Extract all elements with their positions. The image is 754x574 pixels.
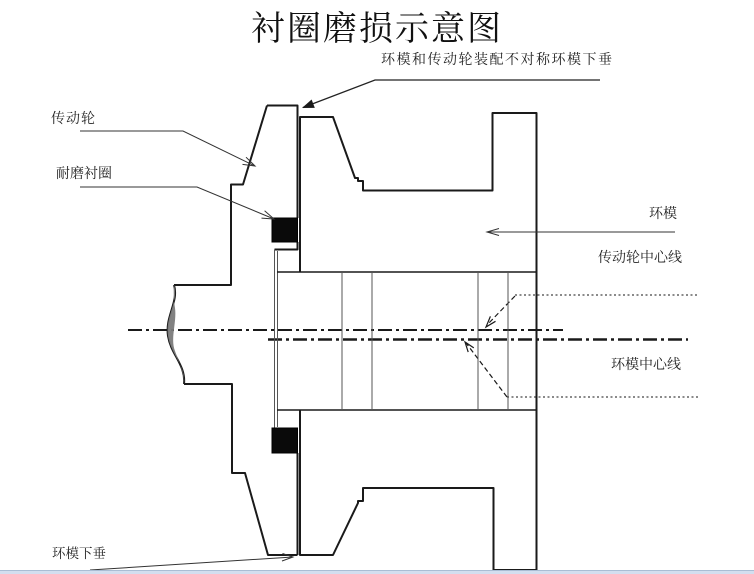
wear-liner-lower	[272, 428, 298, 453]
drive-wheel-leader	[80, 131, 255, 166]
ring-die-centerline-label: 环模中心线	[611, 358, 681, 373]
wear-liner-upper	[272, 218, 298, 242]
drive-wheel-centerline-label: 传动轮中心线	[598, 251, 682, 266]
window-bottom-edge	[0, 570, 754, 574]
lower-dashed-arrow	[465, 342, 507, 397]
upper-dashed-arrow	[486, 296, 515, 327]
drive-wheel-upper-left-profile	[174, 106, 267, 286]
assembly-note-arrowhead	[302, 100, 315, 109]
assembly-note-label: 环模和传动轮装配不对称环模下垂	[381, 53, 614, 68]
drive-wheel-label: 传动轮	[51, 112, 96, 127]
upper-dashed-arrow-shaft	[487, 296, 515, 325]
assembly-note-leader	[303, 80, 600, 108]
bore-inner-edges	[342, 272, 508, 410]
break-line-shading	[168, 285, 185, 384]
ring-die-sag-leader	[90, 557, 293, 570]
ring-die-sag-label: 环模下垂	[52, 546, 106, 561]
lower-dashed-arrow-shaft	[466, 343, 507, 397]
drive-wheel-upper-notch	[275, 242, 298, 250]
wear-liner-leader	[80, 187, 274, 219]
ring-die-outline	[277, 113, 537, 570]
wear-liner-label: 耐磨衬圈	[56, 167, 112, 182]
page-title: 衬圈磨损示意图	[251, 11, 503, 48]
ring-die-label: 环模	[649, 207, 677, 222]
drive-wheel-top-rim	[267, 106, 298, 219]
ring-die-body	[300, 113, 537, 570]
